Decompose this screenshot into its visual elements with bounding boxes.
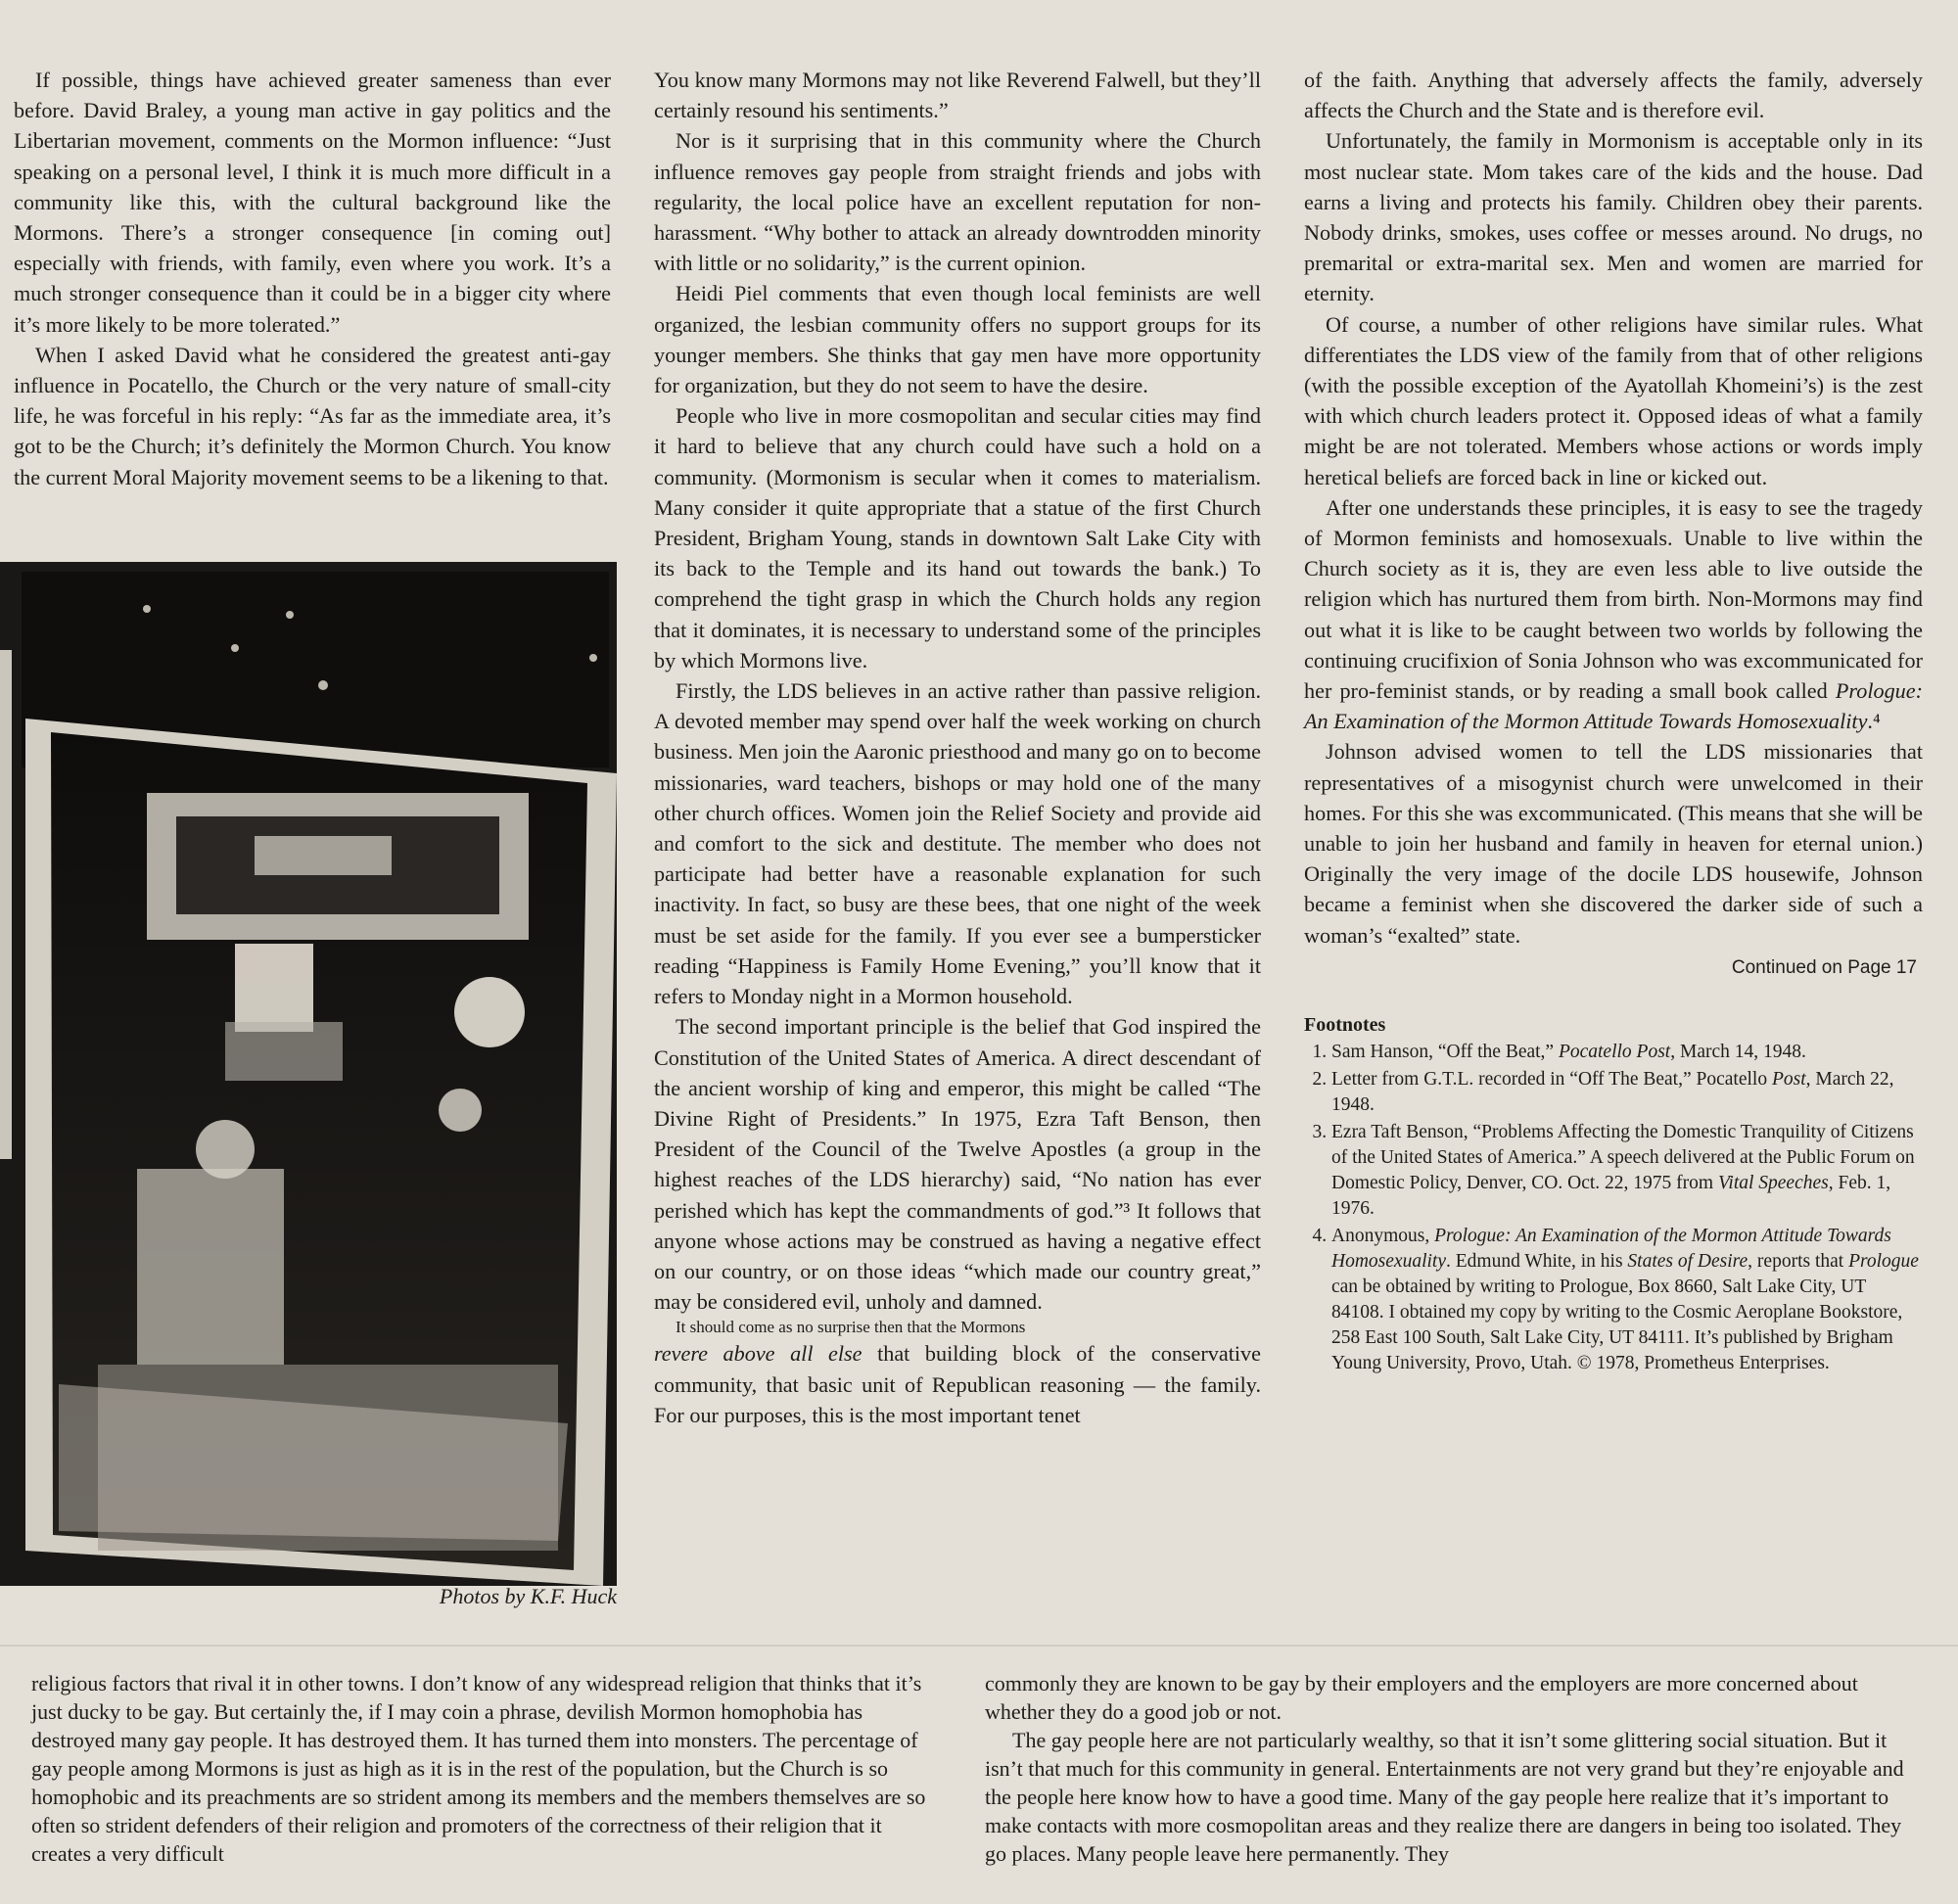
paragraph: The second important principle is the belief that God inspired the Constitution of the United States of America. A direct descendant of the ancient worship of king and emperor, this might be called “The Divine Right of Presidents.” In 1975, Ezra Taft Benson, then President of the Council of the Twelve Apostles (a group in the highest reaches of the LDS hierarchy) said, “No nation has ever perished which has kept the commandments of god.”³ It follows that anyone whose actions may be construed as having a negative effect on our country, or on those ideas “which made our country great,” may be considered evil, unholy and damned. — [654, 1014, 1261, 1315]
paragraph: Nor is it surprising that in this community where the Church influence removes gay people from straight friends and jobs with regularity, the local police have an excellent reputation for non-harassment. “Why bother to attack an already downtrodden minority with little or no solidarity,” is the current opinion. — [654, 128, 1261, 276]
paragraph: Of course, a number of other religions have similar rules. What differentiates the LDS view of the family from that of other religions (with the possible exception of the Ayatollah Khomeini’s) is the zest with which church leaders protect it. Opposed ideas of what a family might be are not tolerated. Members whose actions or words imply heretical beliefs are forced back in line or kicked out. — [1304, 311, 1923, 489]
paragraph: of the faith. Anything that adversely affects the family, adversely affects the Church and the State and is therefore evil. — [1304, 68, 1923, 123]
footnote-item: 4. Anonymous, Prologue: An Examination of the Mormon Attitude Towards Homosexuality. Edmund White, in his States of Desire, reports that Prologue can be obtained by writing to Prologue, Box 8660, Salt Lake City, UT 84108. I obtained my copy by writing to the Cosmic Aeroplane Bookstore, 258 East 100 South, Salt Lake City, UT 84111. It’s published by Brigham Young University, Provo, Utah. © 1978, Prometheus Enterprises. — [1331, 1224, 1923, 1376]
paragraph: Heidi Piel comments that even though local feminists are well organized, the lesbian community offers no support groups for its younger members. She thinks that gay men have more opportunity for organization, but they do not seem to have the desire. — [654, 281, 1261, 398]
paragraph: You know many Mormons may not like Reverend Falwell, but they’ll certainly resound his sentiments.” — [654, 68, 1261, 123]
article-column-1 — [14, 65, 611, 492]
paragraph: When I asked David what he considered the greatest anti-gay influence in Pocatello, the Church or the very nature of small-city life, he was forceful in his reply: “As far as the immediate area, it’s got to be the Church; it’s definitely the Mormon Church. You know the current Moral Majority movement seems to be a likening to that. — [14, 342, 611, 489]
paragraph: Firstly, the LDS believes in an active rather than passive religion. A devoted member may spend over half the week working on church business. Men join the Aaronic priesthood and many go on to become missionaries, ward teachers, bishops or may hold one of the many other church offices. Women join the Relief Society and provide aid and comfort to the sick and destitute. The member who does not participate had better have a reasonable explanation for such inactivity. In fact, so busy are these bees, that one night of the week must be set aside for the family. If you ever see a bumpersticker reading “Happiness is Family Home Evening,” you’ll know that it refers to Monday night in a Mormon household. — [654, 678, 1261, 1009]
paragraph: Johnson advised women to tell the LDS missionaries that representatives of a misogynist church were unwelcomed in their homes. For this she was excommunicated. (This means that she will be unable to join her husband and family in heaven for eternal union.) Originally the very image of the docile LDS housewife, Johnson became a feminist when she discovered the darker side of such a woman’s “exalted” state. — [1304, 739, 1923, 948]
continued-note: Continued on Page 17 — [1731, 956, 1917, 978]
article-column-2 — [654, 65, 1261, 1430]
article-photo — [0, 562, 617, 1586]
paragraph-small-line: It should come as no surprise then that the Mormons — [676, 1318, 1026, 1337]
paragraph: If possible, things have achieved greater sameness than ever before. David Braley, a young man active in gay politics and the Libertarian movement, comments on the Mormon influence: “Just speaking on a personal level, I think it is much more difficult in a community like this, with the cultural background like the Mormons. There’s a stronger consequence [in coming out] especially with friends, with family, even where you work. It’s a much stronger consequence than it could be in a bigger city where it’s more likely to be more tolerated.” — [14, 68, 611, 337]
paragraph: revere above all else that building block of the conservative community, that basic unit of Republican reasoning — the family. For our purposes, this is the most important tenet — [654, 1341, 1261, 1427]
footnotes-title: Footnotes — [1304, 1014, 1386, 1037]
paragraph: After one understands these principles, it is easy to see the tragedy of Mormon feminists and homosexuals. Unable to live within the Church society as it is, they are even less able to live outside the religion which has nurtured them from birth. Non-Mormons may find out what it is like to be caught between two worlds by following the continuing crucifixion of Sonia Johnson who was excommunicated for her pro-feminist stands, or by reading a small book called Prologue: An Examination of the Mormon Attitude Towards Homosexuality.⁴ — [1304, 494, 1923, 734]
footnote-item: 1. Sam Hanson, “Off the Beat,” Pocatello Post, March 14, 1948. — [1331, 1040, 1923, 1065]
footnote-item: 3. Ezra Taft Benson, “Problems Affecting the Domestic Tranquility of Citizens of the United States of America.” A speech delivered at the Public Forum on Domestic Policy, Denver, CO. Oct. 22, 1975 from Vital Speeches, Feb. 1, 1976. — [1331, 1120, 1923, 1222]
article-column-3 — [1304, 65, 1923, 1378]
photo-caption: Photos by K.F. Huck — [439, 1584, 617, 1608]
lower-page-column-1 — [31, 1669, 942, 1868]
paragraph: Unfortunately, the family in Mormonism is acceptable only in its most nuclear state. Mom takes care of the kids and the house. Dad earns a living and protects his family. Children obey their parents. Nobody drinks, smokes, uses coffee or messes around. No drugs, no premarital or extra-marital sex. Men and women are married for eternity. — [1304, 128, 1923, 306]
footnotes — [1304, 1012, 1923, 1376]
page-fold-divider — [0, 1645, 1958, 1647]
lower-page-column-2 — [985, 1669, 1925, 1868]
paragraph: religious factors that rival it in other towns. I don’t know of any widespread religion that thinks that it’s just ducky to be gay. But certainly the, if I may coin a phrase, devilish Mormon homophobia has destroyed many gay people. It has destroyed them. It has turned them into monsters. The percentage of gay people among Mormons is just as high as it is in the rest of the population, but the Church is so homophobic and its preachments are so strident among its members and the members themselves are so often so strident defenders of their religion and promoters of the correctness of their religion that it creates a very difficult — [31, 1671, 926, 1866]
paragraph: People who live in more cosmopolitan and secular cities may find it hard to believe that any church could have such a hold on a community. (Mormonism is secular when it comes to materialism. Many consider it quite appropriate that a statue of the first Church President, Brigham Young, stands in downtown Salt Lake City with its back to the Temple and its hand out towards the bank.) To comprehend the tight grasp in which the Church holds any region that it dominates, it is necessary to understand some of the principles by which Mormons live. — [654, 403, 1261, 673]
street-photo-image — [0, 562, 617, 1586]
paragraph: The gay people here are not particularly wealthy, so that it isn’t some glittering social situation. But it isn’t that much for this community in general. Entertainments are not very grand but they’re enjoyable and the people here know how to have a good time. Many of the gay people here realize that it’s important to make contacts with more cosmopolitan areas and they realize there are dangers in being too isolated. They go places. Many people leave here permanently. They — [985, 1728, 1904, 1866]
paragraph: commonly they are known to be gay by their employers and the employers are more concerned about whether they do a good job or not. — [985, 1671, 1858, 1724]
footnote-list — [1304, 1040, 1923, 1376]
footnote-item: 2. Letter from G.T.L. recorded in “Off The Beat,” Pocatello Post, March 22, 1948. — [1331, 1067, 1923, 1118]
